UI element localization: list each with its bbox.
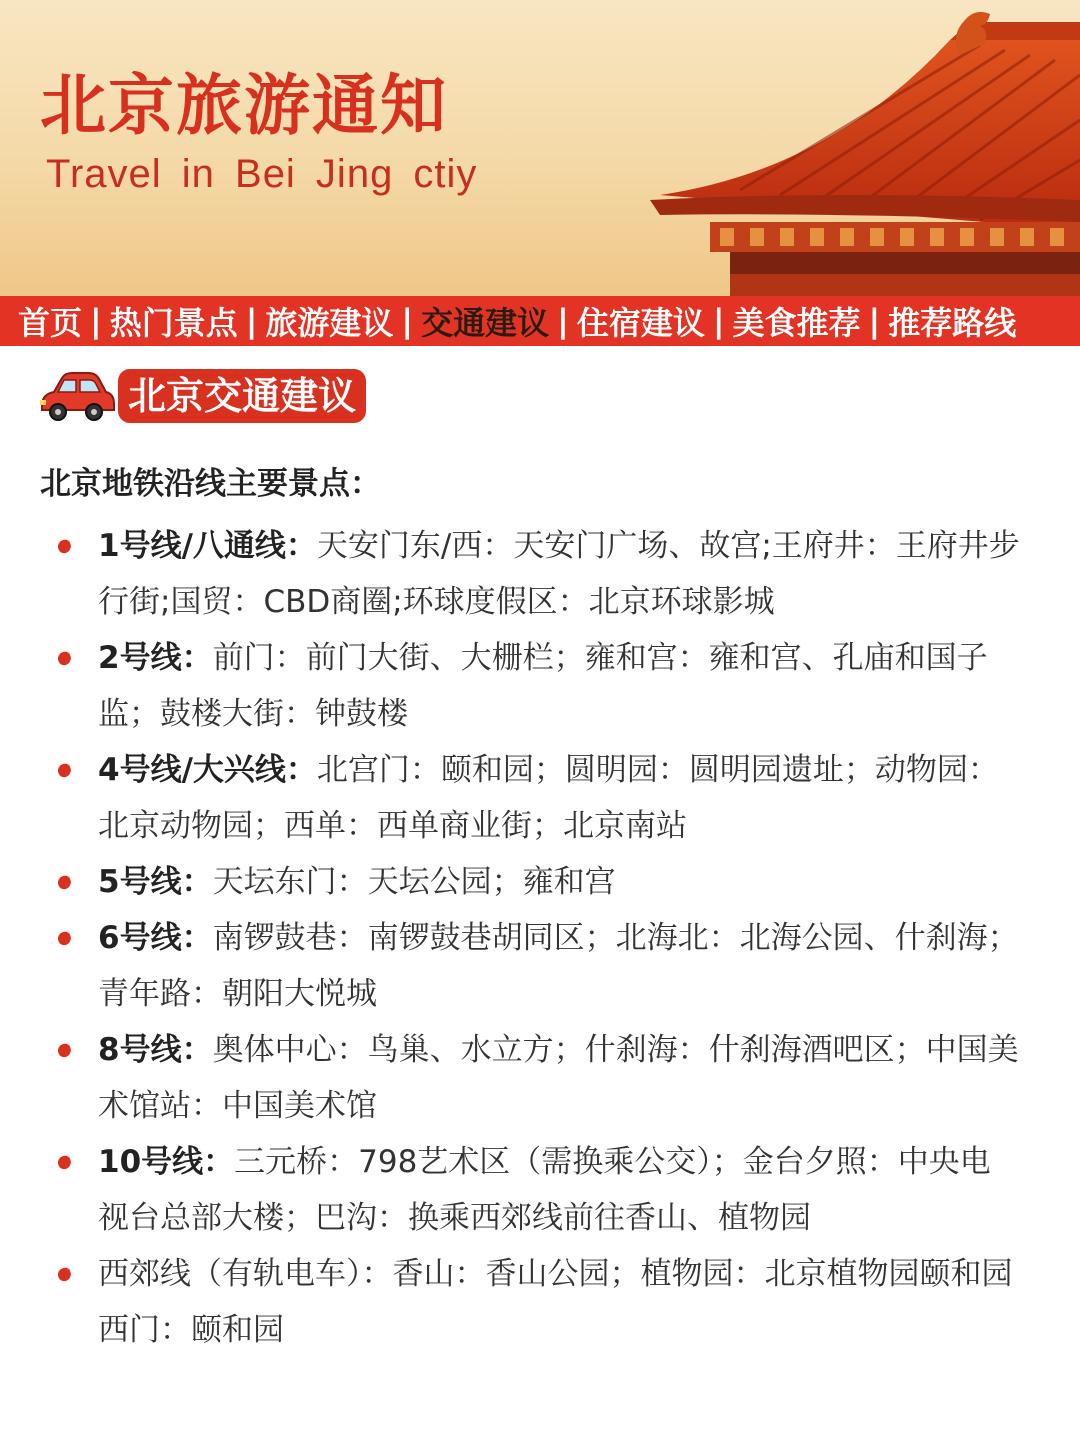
- line-stations: 天坛东门：天坛公园；雍和宫: [212, 864, 616, 900]
- nav-separator: |: [90, 302, 102, 340]
- top-navigation: [0, 296, 1080, 346]
- list-item: [0, 1246, 1080, 1358]
- nav-item-home[interactable]: 首页: [18, 304, 83, 342]
- nav-separator: |: [245, 302, 258, 340]
- nav-item-routes[interactable]: 推荐路线: [888, 304, 1017, 342]
- line-name: 4号线/大兴线：: [98, 752, 317, 788]
- palace-roof-icon: [620, 0, 1080, 296]
- line-stations: 三元桥：798艺术区（需换乘公交）；金台夕照：中央电视台总部大楼；巴沟：换乘西郊线前往香山、植物园: [98, 1144, 991, 1236]
- line-stations: 南锣鼓巷：南锣鼓巷胡同区；北海北：北海公园、什刹海；青年路：朝阳大悦城: [98, 920, 1019, 1012]
- line-name: 8号线：: [98, 1032, 213, 1068]
- metro-lines-list: [0, 518, 1080, 1358]
- line-stations: 北宫门：颐和园；圆明园：圆明园遗址；动物园：北京动物园；西单：西单商业街；北京南站: [98, 752, 999, 844]
- red-dot-icon: [56, 930, 73, 947]
- nav-item-accommodation[interactable]: 住宿建议: [576, 304, 705, 342]
- nav-separator: |: [557, 302, 569, 340]
- section-header: [36, 366, 366, 426]
- line-stations: 前门：前门大街、大栅栏；雍和宫：雍和宫、孔庙和国子监；鼓楼大街：钟鼓楼: [98, 640, 988, 732]
- red-dot-icon: [56, 650, 73, 667]
- nav-item-hot-attractions[interactable]: 热门景点: [109, 304, 238, 342]
- line-name: 1号线/八通线：: [98, 528, 317, 564]
- red-dot-icon: [56, 1154, 73, 1171]
- list-item: [0, 1022, 1080, 1134]
- nav-item-food[interactable]: 美食推荐: [732, 304, 861, 342]
- red-dot-icon: [56, 538, 73, 555]
- header-banner: [0, 0, 1080, 296]
- list-item: [0, 518, 1080, 630]
- nav-item-transport[interactable]: 交通建议: [421, 304, 550, 342]
- red-dot-icon: [56, 1042, 73, 1059]
- list-item: [0, 910, 1080, 1022]
- line-name: 10号线：: [98, 1144, 235, 1180]
- line-name: 6号线：: [98, 920, 213, 956]
- red-car-icon: [36, 366, 116, 426]
- list-item: [0, 742, 1080, 854]
- red-dot-icon: [56, 1266, 73, 1283]
- nav-separator: |: [868, 302, 881, 340]
- list-item: [0, 630, 1080, 742]
- section-title: 北京交通建议: [118, 369, 366, 423]
- line-name: 5号线：: [98, 864, 213, 900]
- list-item: [0, 854, 1080, 910]
- page-subtitle: Travel in Bei Jing ctiy: [46, 152, 478, 196]
- nav-item-travel-tips[interactable]: 旅游建议: [265, 304, 394, 342]
- nav-separator: |: [712, 302, 725, 340]
- list-item: [0, 1134, 1080, 1246]
- red-dot-icon: [56, 762, 73, 779]
- intro-text: 北京地铁沿线主要景点：: [40, 466, 381, 502]
- line-name: 2号线：: [98, 640, 213, 676]
- nav-separator: |: [401, 302, 414, 340]
- line-stations: 西郊线（有轨电车）：香山：香山公园；植物园：北京植物园颐和园西门：颐和园: [98, 1256, 1013, 1348]
- line-stations: 奥体中心：鸟巢、水立方；什刹海：什刹海酒吧区；中国美术馆站：中国美术馆: [98, 1032, 1019, 1124]
- line-stations: 天安门东/西：天安门广场、故宫;王府井：王府井步行街;国贸：CBD商圈;环球度假区：北京环球影城: [98, 528, 1020, 620]
- page-title: 北京旅游通知: [40, 67, 448, 144]
- red-dot-icon: [56, 874, 73, 891]
